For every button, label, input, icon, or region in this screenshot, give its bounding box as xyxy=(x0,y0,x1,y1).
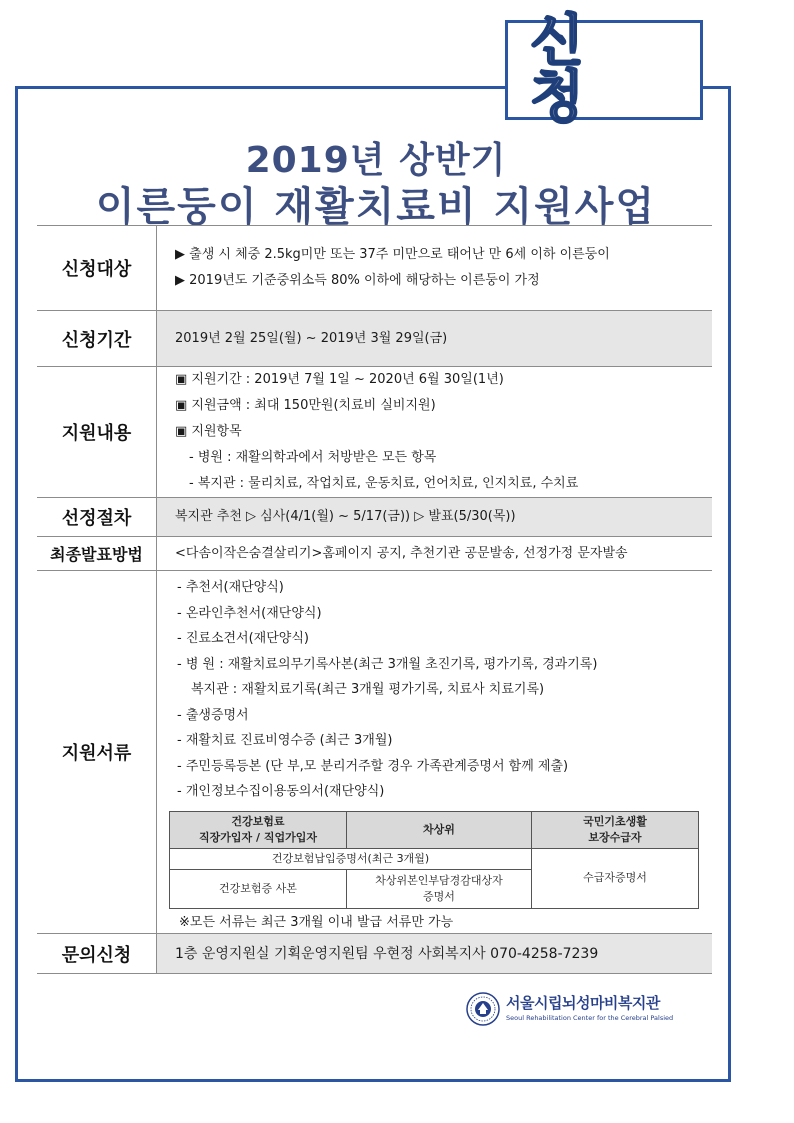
documents-subtable xyxy=(169,811,699,909)
target-line: ▶ 출생 시 체중 2.5kg미만 또는 37주 미만으로 태어난 만 6세 이하 이른둥이 xyxy=(175,247,610,262)
row-period xyxy=(37,310,712,366)
row-selection xyxy=(37,497,712,536)
document-item: - 추천서(재단양식) xyxy=(177,580,284,595)
row-content xyxy=(157,226,712,310)
row-target xyxy=(37,225,712,310)
row-label: 신청대상 xyxy=(37,226,157,310)
document-item: - 진료소견서(재단양식) xyxy=(177,631,309,646)
row-contact xyxy=(37,933,712,974)
support-line: ▣ 지원금액 : 최대 150만원(치료비 실비지원) xyxy=(175,398,436,413)
row-support xyxy=(37,366,712,497)
subtable-cell-line: 차상위본인부담경감대상자 xyxy=(375,873,503,887)
announce-text: <다솜이작은숨결살리기>홈페이지 공지, 추천기관 공문발송, 선정가정 문자발송 xyxy=(175,545,628,561)
row-content xyxy=(157,498,712,536)
row-documents xyxy=(37,570,712,933)
row-content xyxy=(157,571,712,933)
period-text: 2019년 2월 25일(월) ~ 2019년 3월 29일(금) xyxy=(175,330,448,346)
row-content xyxy=(157,311,712,366)
subtable-header xyxy=(170,811,347,848)
subtable-header-line: 보장수급자 xyxy=(588,830,642,844)
title-line-1: 2019년 상반기 xyxy=(245,140,507,181)
subtable-header-line: 건강보험료 xyxy=(231,814,285,828)
row-label: 최종발표방법 xyxy=(37,537,157,570)
subtable-cell-line: 증명서 xyxy=(423,889,455,903)
stamp-text: 신 청 xyxy=(530,9,607,130)
subtable-header xyxy=(532,811,699,848)
info-table xyxy=(37,225,712,974)
center-emblem-icon xyxy=(466,992,500,1026)
subtable-cell: 건강보험납입증명서(최근 3개월) xyxy=(170,848,532,869)
document-item: - 출생증명서 xyxy=(177,707,249,723)
row-label: 지원내용 xyxy=(37,367,157,497)
subtable-cell: 건강보험증 사본 xyxy=(170,869,347,908)
row-content xyxy=(157,537,712,570)
support-line: ▣ 지원항목 xyxy=(175,424,242,439)
subtable-header: 차상위 xyxy=(347,811,532,848)
document-item: - 개인정보수집이용동의서(재단양식) xyxy=(177,784,385,799)
subtable-cell xyxy=(347,869,532,908)
document-item: - 온라인추천서(재단양식) xyxy=(177,605,322,621)
title-line-2: 이른둥이 재활치료비 지원사업 xyxy=(95,184,657,230)
subtable-header-line: 직장가입자 / 직업가입자 xyxy=(199,830,317,844)
document-item: 복지관 : 재활치료기록(최근 3개월 평가기록, 치료사 치료기록) xyxy=(191,682,545,697)
support-line: - 복지관 : 물리치료, 작업치료, 운동치료, 언어치료, 인지치료, 수치료 xyxy=(189,476,579,491)
document-item: - 병 원 : 재활치료의무기록사본(최근 3개월 초진기록, 평가기록, 경과기록) xyxy=(177,656,598,672)
selection-text: 복지관 추천 ▷ 심사(4/1(월) ~ 5/17(금)) ▷ 발표(5/30(목)) xyxy=(175,509,516,524)
document-item: - 재활치료 진료비영수증 (최근 3개월) xyxy=(177,733,393,748)
subtable-header-line: 국민기초생활 xyxy=(583,814,647,828)
target-line: ▶ 2019년도 기준중위소득 80% 이하에 해당하는 이른둥이 가정 xyxy=(175,273,540,288)
contact-text: 1층 운영지원실 기획운영지원팀 우현정 사회복지사 070-4258-7239 xyxy=(175,945,599,962)
row-announce xyxy=(37,536,712,570)
center-name-english: Seoul Rehabilitation Center for the Cerebral Palsied xyxy=(506,1014,674,1022)
row-label: 신청기간 xyxy=(37,311,157,366)
document-item: - 주민등록등본 (단 부,모 분리거주할 경우 가족관계증명서 함께 제출) xyxy=(177,758,569,774)
subtable-cell: 수급자증명서 xyxy=(532,848,699,908)
row-content xyxy=(157,934,712,973)
row-label: 선정절차 xyxy=(37,498,157,536)
documents-note: ※모든 서류는 최근 3개월 이내 발급 서류만 가능 xyxy=(179,914,454,930)
center-logo xyxy=(466,990,726,1030)
row-label: 지원서류 xyxy=(37,571,157,933)
row-content xyxy=(157,367,712,497)
application-stamp xyxy=(505,9,703,130)
support-line: - 병원 : 재활의학과에서 처방받은 모든 항목 xyxy=(189,450,437,465)
center-name: 서울시립뇌성마비복지관 xyxy=(506,994,660,1012)
row-label: 문의신청 xyxy=(37,934,157,973)
support-line: ▣ 지원기간 : 2019년 7월 1일 ~ 2020년 6월 30일(1년) xyxy=(175,372,504,387)
